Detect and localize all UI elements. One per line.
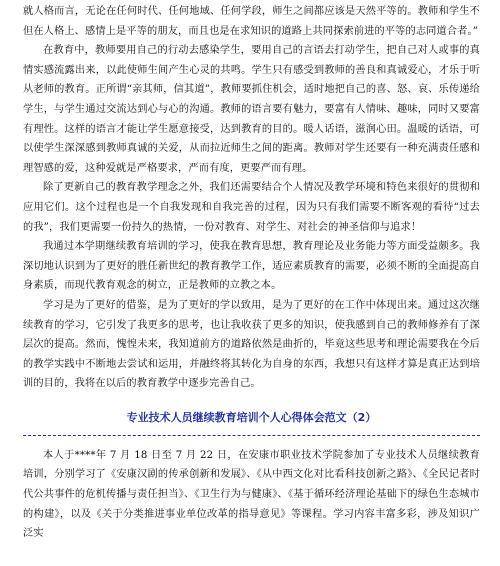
paragraph: 本人于****年 7 月 18 日至 7 月 22 日，在安康市职业技术学院参加了专业技术人员继续教育培训，分别学习了《安康汉剧的传承创新和发展》、《从中西文化对比看科技创新之路》、《全民记者时代公共事件的危机传播与责任担当》、《卫生行为与健康》、《基于循环经济理论基础下的绿色生态城市的构建》，以及《关于分类推进事业单位改革的指导意见》等课程。学习内容丰富多彩，涉及知识广泛实	[23, 449, 480, 540]
paragraph: 我通过本学期继续教育培训的学习，使我在教育思想，教育理论及业务能力等方面受益颇多。我深切地认识到为了更好的胜任新世纪的教育教学工作，适应素质教育的需要，必须不断的全面提高自身素质，而现代教育观念的树立，正是教师的立教之本。	[23, 241, 480, 292]
section-title: 专业技术人员继续教育培训个人心得体会范文（2）	[126, 410, 377, 424]
paragraph: 就人格而言，无论在任何时代、任何地域、任何学段，师生之间都应该是天然平等的。教师和学生不但在人格上、感情上是平等的朋友，而且也是在求知识的道路上共同探索前进的平等的志同道合者。”	[23, 6, 480, 37]
divider	[23, 435, 480, 436]
paragraph: 在教育中，教师要用自己的行动去感染学生，要用自己的言语去打动学生，把自己对人或事的真情实感流露出来，以此使师生间产生心灵的共鸣。学生只有感受到教师的善良和真诚爱心，才乐于听从老师的教育。正所谓“亲其师，信其道”，教师要抓住机会，适时地把自己的喜、怒、哀、乐传递给学生，与学生通过交流达到心与心的沟通。教师的语言要有魅力，要富有人情味、趣味，同时又要富有理性。这样的语言才能让学生愿意接受，达到教育的目的。暖人话语，滋润心田。温暖的话语，可以使学生深深感到教师真诚的关爱，从而拉近师生之间的距离。教师对学生还要有一种充满责任感和理智感的爱，这种爱就是严格要求，严而有度，更要严而有理。	[23, 45, 480, 174]
paragraph: 除了更新自己的教育教学理念之外，我们还需要结合个人情况及教学环境和特色来很好的贯彻和应用它们。这个过程也是一个自我发现和自我完善的过程，因为只有我们需要不断客观的看待“过去的我”，我们更需要一份持久的热情，一份对教育、对学生、对社会的神圣信仰与追求！	[23, 182, 480, 233]
paragraph: 学习是为了更好的借鉴，是为了更好的学以致用，是为了更好的在工作中体现出来。通过这次继续教育的学习，它引发了我更多的思考，也让我收获了更多的知识，使我感到自己的教师修养有了深层次的提高。然而，愧惶未来，我知道前方的道路依然是曲折的，毕竟这些思考和理论需要我在今后的教学实践中不断地去尝试和运用，并融终将其转化为自身的东西，我想只有这样才算是真正达到培训的目的，我将在以后的教育教学中逐步完善自己。	[23, 299, 480, 390]
